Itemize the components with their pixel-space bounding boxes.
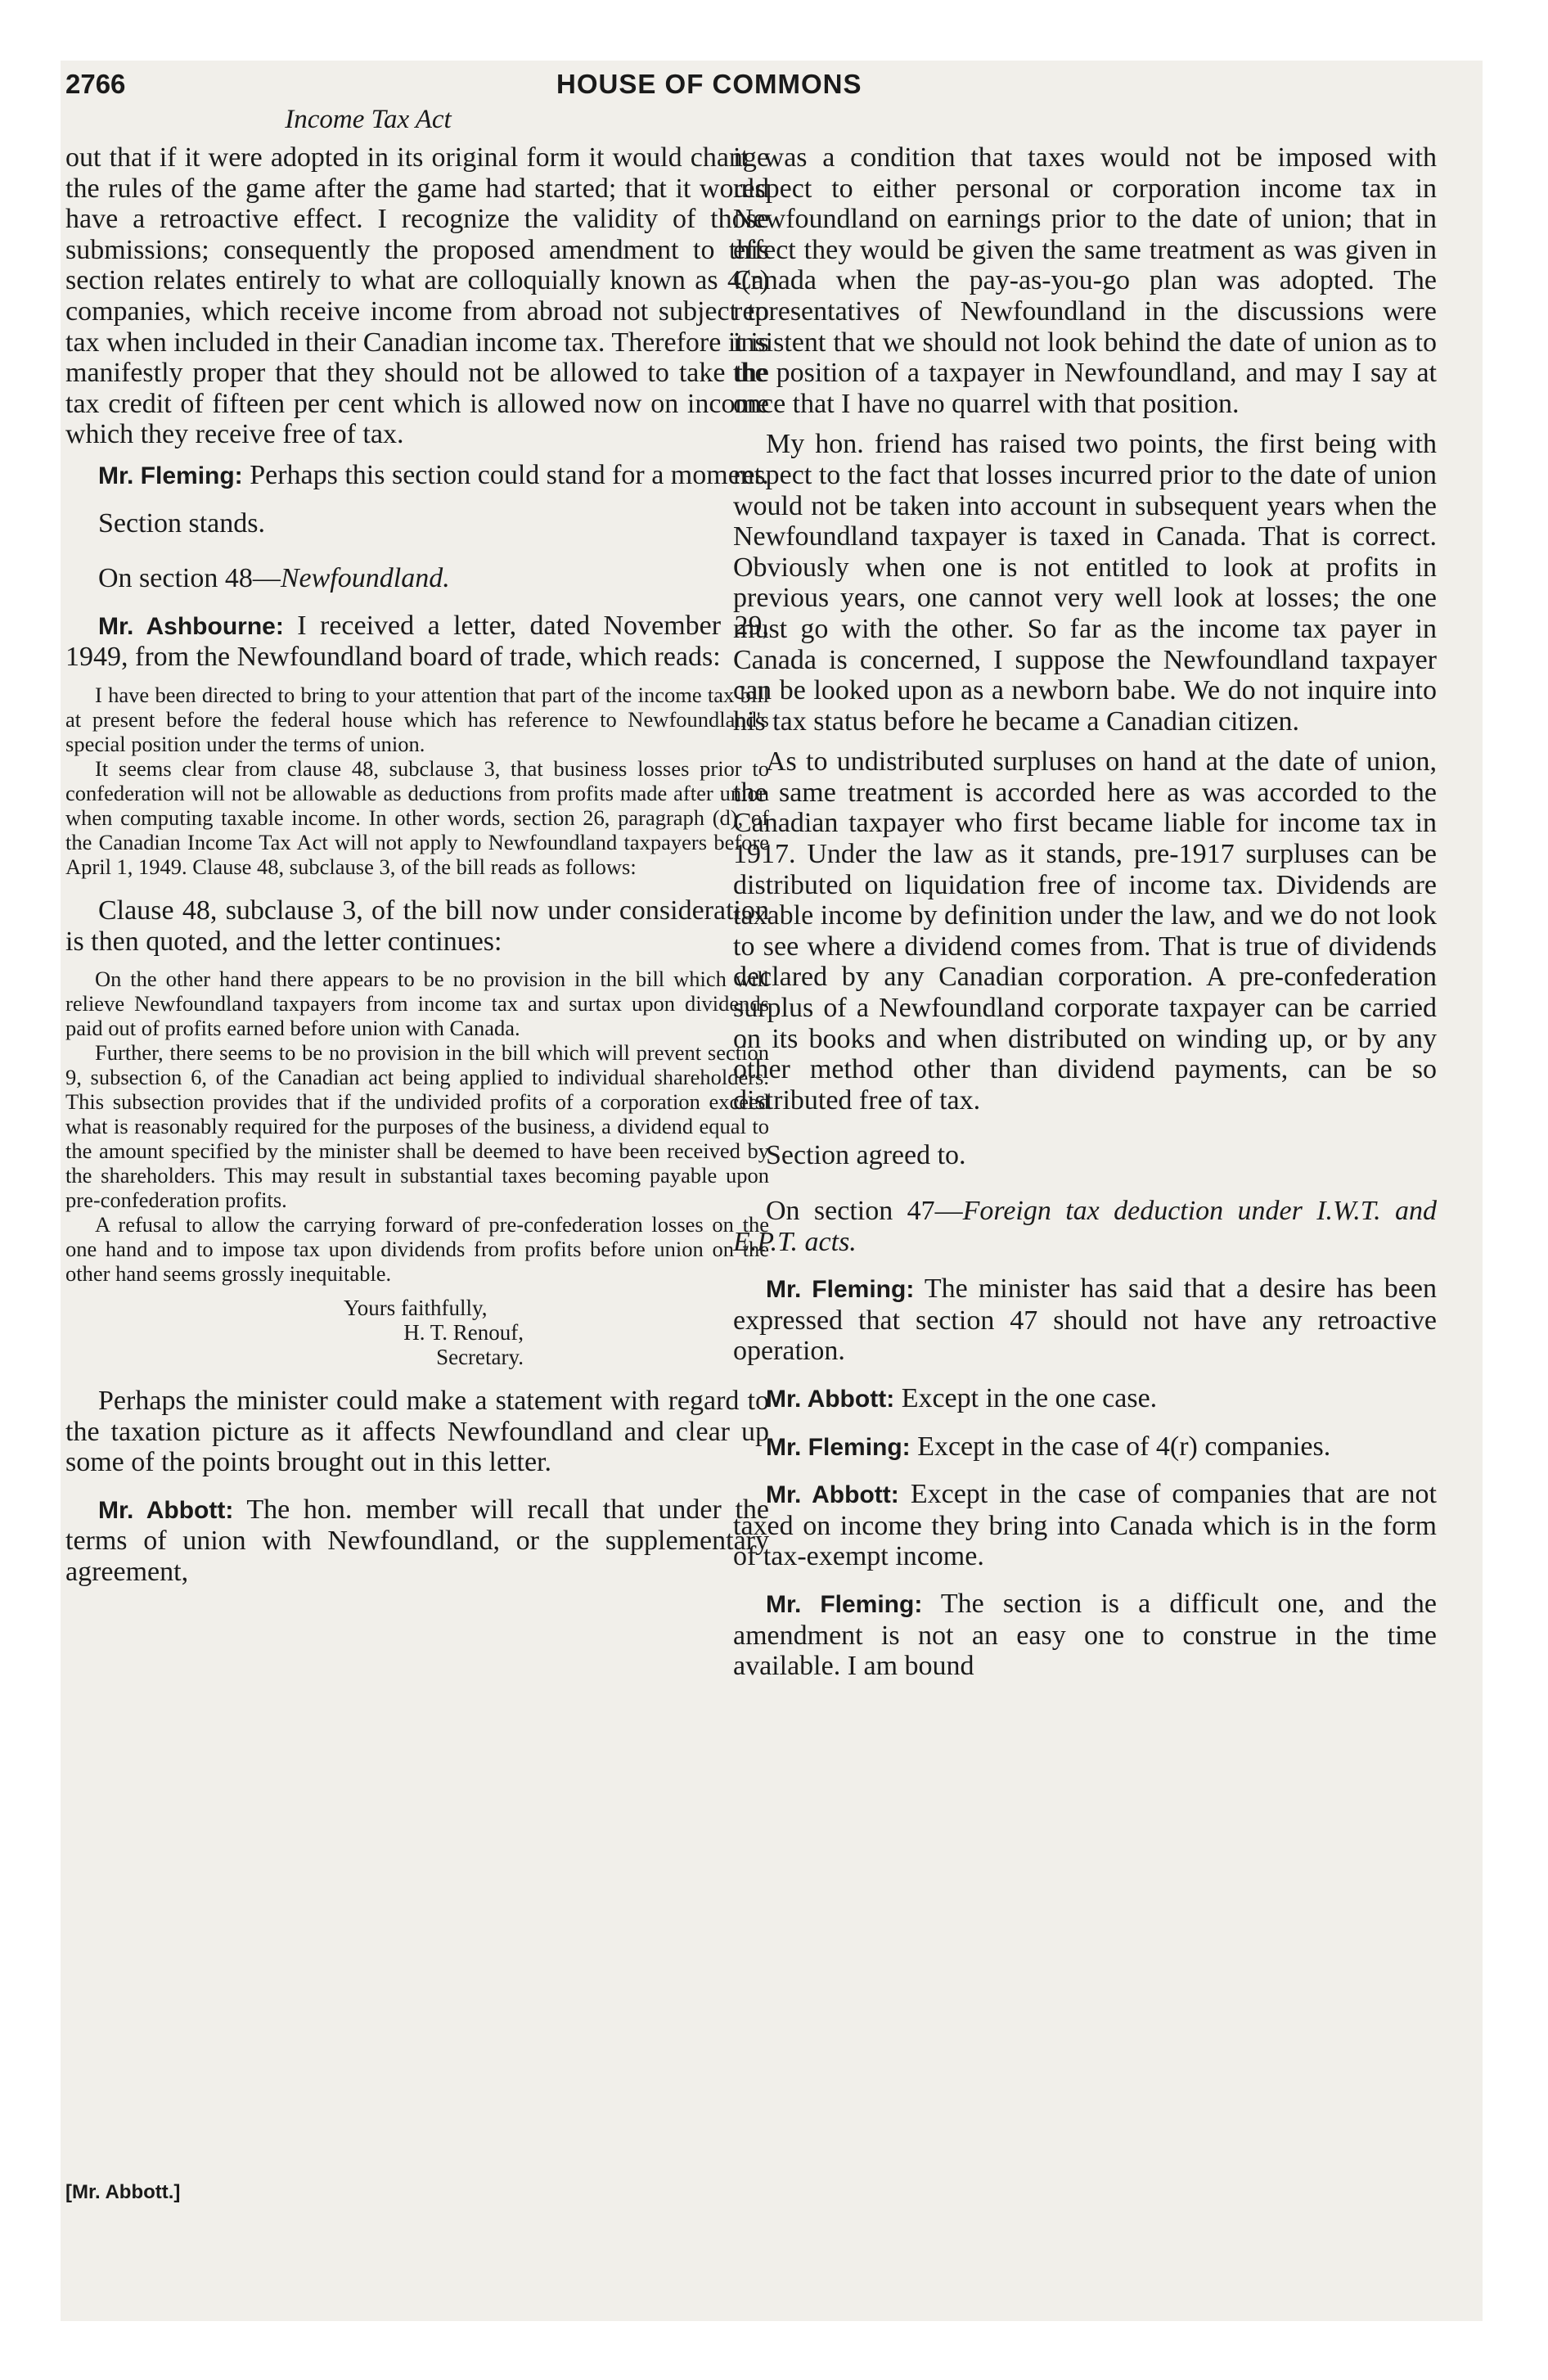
- speech-text: The minister has said that a desire has been expressed that section 47 should not have any retroactive operation.: [733, 1273, 1437, 1367]
- paragraph: [65, 1494, 769, 1588]
- speaker-name: Mr. Ashbourne:: [98, 612, 284, 640]
- running-title: Income Tax Act: [285, 105, 452, 134]
- speaker-name: Mr. Fleming:: [766, 1276, 915, 1304]
- paragraph: [733, 1273, 1437, 1367]
- speaker-name: Mr. Fleming:: [98, 462, 243, 489]
- speech-text: Except in the case of 4(r) companies.: [910, 1431, 1331, 1462]
- page-header-title: HOUSE OF COMMONS: [556, 69, 862, 99]
- section-prefix: On section 48—: [98, 563, 281, 594]
- speaker-name: Mr. Abbott:: [766, 1385, 895, 1413]
- paragraph: [733, 1479, 1437, 1572]
- quoted-letter: It seems clear from clause 48, subclause 3, that business losses prior to confederation will not be allowable as deductions from profits made after union when computing taxable income. In other words, section 26, paragraph (d), of the Canadian Income Tax Act will not apply to Newfoundland taxpayers before April 1, 1949. Clause 48, subclause 3, of the bill reads as follows:: [65, 755, 769, 879]
- paragraph: [733, 1589, 1437, 1682]
- paragraph: As to undistributed surpluses on hand at the date of union, the same treatment is accorded here as was accorded to the Canadian taxpayer who first became liable for income tax in 1917. Under the law as it stands, pre-1917 surpluses can be distributed on liquidation free of income tax. Dividends are taxable income by definition under the law, and we do not look to see where a dividend comes from. That is true of dividends declared by any Canadian corporation. A pre-confederation surplus of a Newfoundland corporate taxpayer can be carried on its books and when distributed on winding up, or by any other method other than dividend payments, can be so distributed free of tax.: [733, 746, 1437, 1116]
- paragraph: out that if it were adopted in its original form it would change the rules of the game after the game had started; that it would have a retroactive effect. I recognize the validity of those submissions; consequently the proposed amendment to this section relates entirely to what are colloquially known as 4(r) companies, which receive income from abroad not subject to tax when included in their Canadian income tax. Therefore it is manifestly proper that they should not be allowed to take the tax credit of fifteen per cent which is allowed now on income which they receive free of tax.: [65, 142, 769, 450]
- procedural-note: Section agreed to.: [766, 1140, 966, 1171]
- paragraph: [65, 611, 769, 673]
- speaker-name: Mr. Fleming:: [766, 1590, 923, 1618]
- section-heading: [65, 563, 769, 594]
- speech-text: The section is a difficult one, and the amendment is not an easy one to construe in the time available. I am bound: [733, 1588, 1437, 1682]
- speech-text: The hon. member will recall that under the terms of union with Newfoundland, or the supplementary agreement,: [65, 1494, 769, 1588]
- paragraph: [65, 460, 769, 492]
- left-column: [65, 142, 769, 1588]
- paragraph: [733, 1383, 1437, 1415]
- paragraph: My hon. friend has raised two points, the first being with respect to the fact that losses incurred prior to the date of union would not be taken into account in subsequent years when the Newfoundland taxpayer is taxed in Canada. That is correct. Obviously when one is not entitled to look at profits in previous years, one cannot very well look at losses; the one must go with the other. So far as the income tax payer in Canada is concerned, I suppose the Newfoundland taxpayer can be looked upon as a newborn babe. We do not inquire into his tax status before he became a Canadian citizen.: [733, 429, 1437, 737]
- quoted-letter: I have been directed to bring to your attention that part of the income tax bill at present before the federal house which has reference to Newfoundland's special position under the terms of union.: [65, 682, 769, 756]
- speech-text: Except in the one case.: [894, 1382, 1158, 1413]
- footer-speaker: [Mr. Abbott.]: [65, 2181, 181, 2203]
- quoted-letter: A refusal to allow the carrying forward of pre-confederation losses on the one hand and to impose tax upon dividends from profits before union on the other hand seems grossly inequitable.: [65, 1212, 769, 1287]
- section-heading: [733, 1196, 1437, 1257]
- right-column: [733, 142, 1437, 1682]
- page-number: 2766: [65, 69, 126, 99]
- signatory-title: Secretary.: [436, 1345, 524, 1370]
- quoted-letter: Further, there seems to be no provision in the bill which will prevent section 9, subsection 6, of the Canadian act being applied to individual shareholders. This subsection provides that if the undivided profits of a corporation exceed what is reasonably required for the purposes of the business, a dividend equal to the amount specified by the minister shall be deemed to have been received by the shareholders. This may result in substantial taxes becoming payable upon pre-confederation profits.: [65, 1040, 769, 1213]
- paragraph: Perhaps the minister could make a statement with regard to the taxation picture as it affects Newfoundland and clear up some of the points brought out in this letter.: [65, 1386, 769, 1478]
- section-title: Newfoundland.: [280, 563, 450, 594]
- speaker-name: Mr. Abbott:: [98, 1496, 234, 1524]
- speech-text: Except in the case of companies that are not taxed on income they bring into Canada which is in the form of tax-exempt income.: [733, 1479, 1437, 1572]
- section-title: Foreign tax deduction under I.W.T. and E.P.T. acts.: [733, 1196, 1437, 1257]
- section-prefix: On section 47—: [766, 1196, 963, 1226]
- signatory-name: H. T. Renouf,: [403, 1320, 524, 1346]
- letter-closing: Yours faithfully,: [344, 1296, 488, 1321]
- quoted-letter: On the other hand there appears to be no provision in the bill which will relieve Newfoundland taxpayers from income tax and surtax upon dividends paid out of profits earned before union with Canada.: [65, 967, 769, 1041]
- speaker-name: Mr. Abbott:: [766, 1481, 899, 1509]
- procedural-note: Section stands.: [98, 507, 265, 539]
- speech-text: Perhaps this section could stand for a moment.: [242, 459, 769, 490]
- speaker-name: Mr. Fleming:: [766, 1433, 911, 1461]
- paragraph: Clause 48, subclause 3, of the bill now under consideration is then quoted, and the letter continues:: [65, 895, 769, 957]
- paragraph: [733, 1431, 1437, 1463]
- speech-text: I received a letter, dated November 29, 1949, from the Newfoundland board of trade, which reads:: [65, 610, 769, 673]
- paragraph: it was a condition that taxes would not be imposed with respect to either personal or corporation income tax in Newfoundland on earnings prior to the date of union; that in effect they would be given the same treatment as was given in Canada when the pay-as-you-go plan was adopted. The representatives of Newfoundland in the discussions were insistent that we should not look behind the date of union as to the position of a taxpayer in Newfoundland, and may I say at once that I have no quarrel with that position.: [733, 142, 1437, 419]
